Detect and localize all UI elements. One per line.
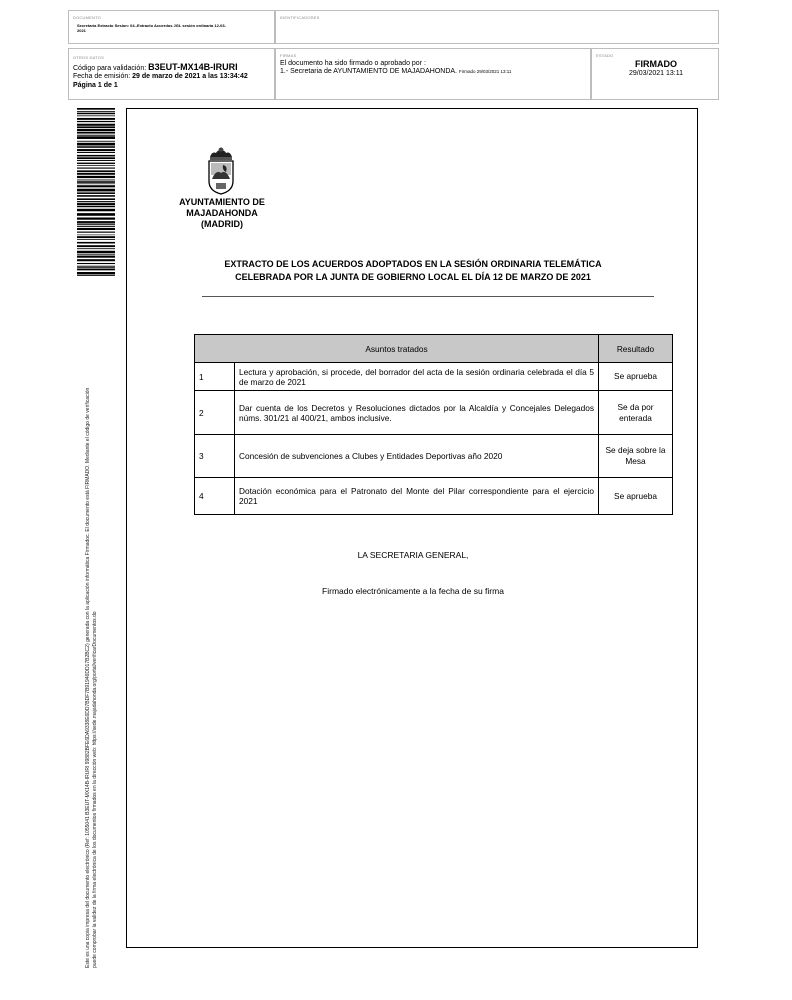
table-header-row	[195, 335, 673, 363]
row-number: 1	[195, 363, 235, 391]
title-line2: CELEBRADA POR LA JUNTA DE GOBIERNO LOCAL EL DÍA 12 DE MARZO DE 2021	[235, 272, 591, 282]
estado-label: ESTADO	[596, 53, 614, 58]
side-text-line2: puede comprobar la validez de la firma electrónica de los documentos firmados en la dirección web: https://sede.majadahonda.org/portal/verificarDocumentos.do	[92, 611, 98, 968]
col-header-resultado: Resultado	[599, 335, 673, 363]
table-row	[195, 478, 673, 515]
fecha-label: Fecha de emisión:	[73, 73, 131, 80]
fecha-line	[73, 73, 248, 81]
table-row	[195, 435, 673, 478]
document-title	[127, 258, 699, 284]
header-firmas-box	[275, 48, 591, 100]
firmas-entry-line	[280, 68, 511, 76]
otros-label: OTROS DATOS	[73, 55, 104, 60]
codigo-line	[73, 63, 238, 73]
pagina: Página 1 de 1	[73, 82, 118, 89]
agenda-table	[194, 334, 673, 515]
identificadores-label: IDENTIFICADORES	[280, 15, 320, 20]
table-row	[195, 391, 673, 435]
row-resultado: Se aprueba	[599, 478, 673, 515]
title-line1: EXTRACTO DE LOS ACUERDOS ADOPTADOS EN LA SESIÓN ORDINARIA TELEMÁTICA	[224, 259, 602, 269]
row-number: 3	[195, 435, 235, 478]
header-documento-box	[68, 10, 275, 44]
row-number: 2	[195, 391, 235, 435]
org-line3: (MADRID)	[201, 219, 243, 229]
row-resultado: Se aprueba	[599, 363, 673, 391]
org-name	[157, 197, 287, 230]
estado-date: 29/03/2021 13:11	[629, 70, 683, 77]
row-number: 4	[195, 478, 235, 515]
firmas-entry: 1.- Secretaria de AYUNTAMIENTO DE MAJADAHONDA.	[280, 68, 457, 75]
header-otros-box	[68, 48, 275, 100]
secretaria-label: LA SECRETARIA GENERAL,	[357, 550, 469, 560]
row-asunto: Concesión de subvenciones a Clubes y Entidades Deportivas año 2020	[235, 435, 599, 478]
documento-label: DOCUMENTO	[73, 15, 101, 20]
document-page	[126, 108, 698, 948]
firmas-entry-date: Firmado 29/03/2021 13:11	[458, 69, 512, 74]
fecha-value: 29 de marzo de 2021 a las 13:34:42	[132, 73, 248, 80]
row-asunto: Dar cuenta de los Decretos y Resoluciones dictados por la Alcaldía y Concejales Delegados núms. 301/21 al 400/21, ambos inclusive.	[235, 391, 599, 435]
firmas-text: El documento ha sido firmado o aprobado por :	[280, 60, 426, 67]
row-resultado: Se deja sobre la Mesa	[599, 435, 673, 478]
title-divider	[202, 296, 654, 297]
col-header-asuntos: Asuntos tratados	[195, 335, 599, 363]
row-asunto: Lectura y aprobación, si procede, del borrador del acta de la sesión ordinaria celebrada el día 5 de marzo de 2021	[235, 363, 599, 391]
header-identificadores-box	[275, 10, 719, 44]
coat-of-arms-icon	[204, 145, 238, 197]
firmas-label: FIRMAS	[280, 53, 297, 58]
estado-value: FIRMADO	[635, 59, 677, 69]
org-line1: AYUNTAMIENTO DE	[179, 197, 265, 207]
row-asunto: Dotación económica para el Patronato del Monte del Pilar correspondiente para el ejercicio 2021	[235, 478, 599, 515]
codigo-label: Código para validación:	[73, 65, 147, 72]
barcode-image	[77, 108, 115, 276]
org-line2: MAJADAHONDA	[186, 208, 258, 218]
row-resultado: Se da por enterada	[599, 391, 673, 435]
table-row	[195, 363, 673, 391]
firmado-text: Firmado electrónicamente a la fecha de su firma	[322, 586, 504, 596]
codigo-value: B3EUT-MX14B-IRURI	[148, 62, 238, 72]
documento-value: Secretaría Extracto Sesion: 04.-Extracto Acuerdos JGL sesión ordinaria 12-03-2021	[77, 23, 226, 33]
header-estado-box	[591, 48, 719, 100]
side-text-line1: Este es una copia impresa del documento electrónico (Ref: 1055041 B3EUT-MX14B-IRURI 99882BFE6DA9338E6DD7BDF7B91946DD17B2BC2) generada con la aplicación informática Firmadoc. El documento está FIRMADO. Mediante el código de verificación	[85, 387, 91, 968]
